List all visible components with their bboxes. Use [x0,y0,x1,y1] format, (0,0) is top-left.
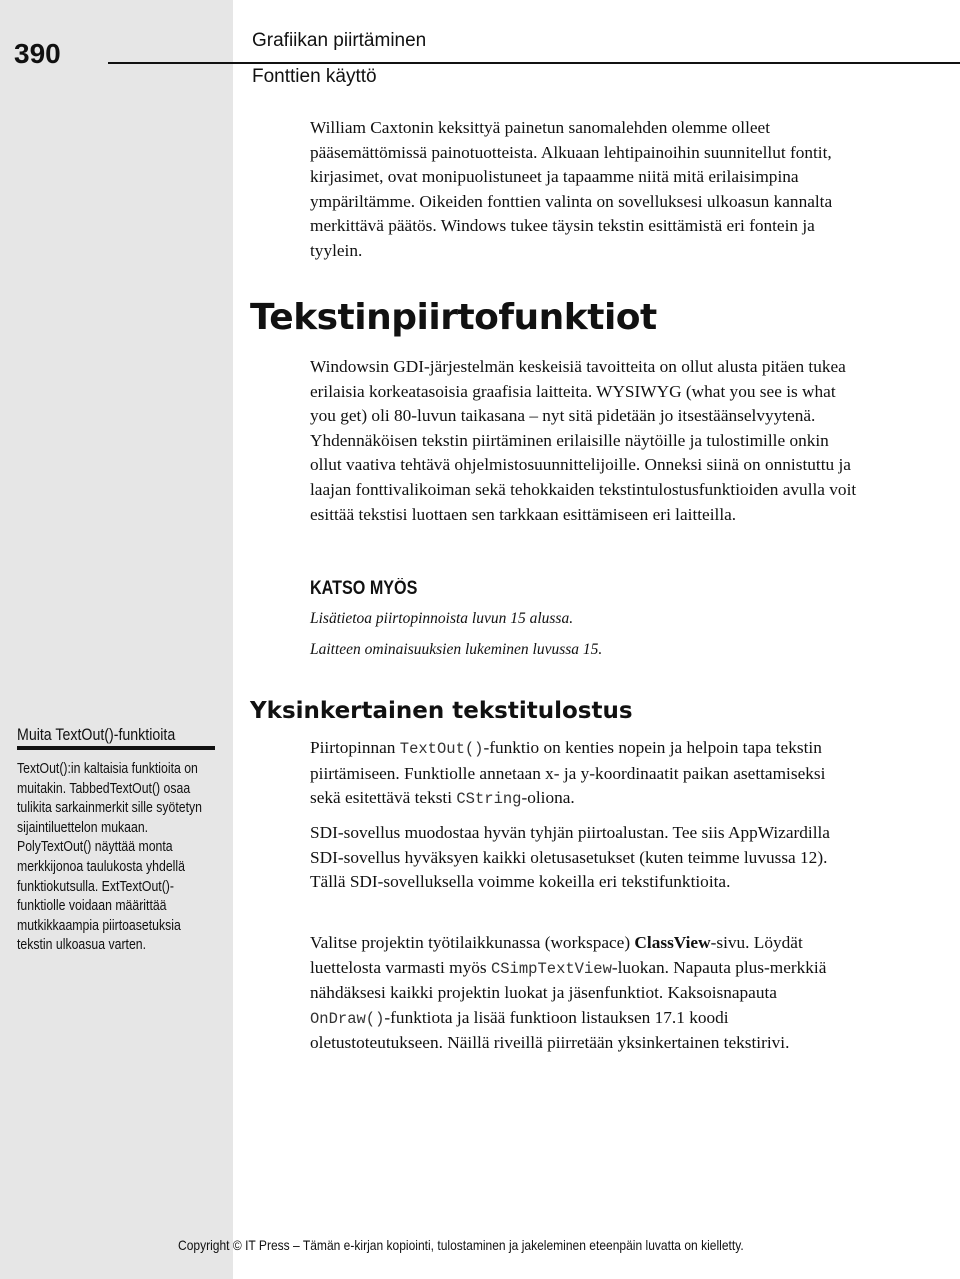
section-heading-tekstinpiirtofunktiot: Tekstinpiirtofunktiot [250,297,657,338]
see-also-label: KATSO MYÖS [310,578,418,599]
see-also-item: Lisätietoa piirtopinnoista luvun 15 alussa. [310,610,574,627]
code-ondraw: OnDraw() [310,1009,385,1028]
copyright-footer: Copyright © IT Press – Tämän e-kirjan kopiointi, tulostaminen ja jakeleminen eteenpäin luvatta on kielletty. [178,1237,744,1253]
running-head-chapter: Grafiikan piirtäminen [252,30,427,51]
code-cstring: CString [456,790,522,809]
text-run: -funktio on kenties nopein ja helpoin tapa tekstin piirtämiseen. Funktiolle annetaan x- ja y-koordinaatit paikan asettamiseksi sekä esitettävä teksti [310,738,826,808]
text-run: -sivu. Löydät luettelosta varmasti myös [310,933,803,977]
intro-paragraph: William Caxtonin keksittyä painetun sanomalehden olemme olleet pääsemättömissä painotuotteista. Alkuaan lehtipainoihin suunnitellut fontit, kirjasimet, ovat monipuolistuneet ja tapaamme niitä mitä erilaisimpina ympäriltämme. Oikeiden fonttien valinta on sovelluksesi ulkoasun kannalta merkittävä päätös. Windows tukee täysin tekstin esittämistä eri fontein ja tyylein. [310,118,833,260]
sidebar-note-title: Muita TextOut()-funktioita [17,726,176,744]
running-head-section: Fonttien käyttö [252,66,377,87]
section2-paragraph-2: SDI-sovellus muodostaa hyvän tyhjän piirtoalustan. Tee siis AppWizardilla SDI-sovellus hyväksyen kaikki oletusasetukset (kuten teimme luvussa 12). Tällä SDI-sovelluksella voimme kokeilla eri tekstifunktioita. [310,823,830,892]
section2-paragraph-3 [310,931,860,1056]
see-also-item: Laitteen ominaisuuksien lukeminen luvussa 15. [310,641,603,658]
code-csimptextview: CSimpTextView [490,959,612,978]
section-heading-yksinkertainen-tekstitulostus: Yksinkertainen tekstitulostus [250,698,633,724]
ui-term-classview: ClassView [634,933,711,952]
text-run: -luokan. Napauta plus-merkkiä nähdäksesi kaikki projektin luokat ja jäsenfunktiot. Kaksoisnapauta [310,957,827,1003]
header-rule [108,62,960,64]
text-run: -funktiota ja lisää funktioon listauksen 17.1 koodi oletustoteutukseen. Näillä riveillä piirretään yksinkertainen tekstirivi. [310,1007,790,1053]
sidebar-note-text: TextOut():in kaltaisia funktioita on muitakin. TabbedTextOut() osaa tulikita sarkainmerkit sille syötetyn sijaintiluettelon mukaan. PolyTextOut() näyttää monta merkkijonoa taulukosta yhdellä funktiokutsulla. ExtTextOut()-funktiolle voidaan määrittää mutkikkaampia piirtoasetuksia tekstin ulkoasua varten. [17,761,202,954]
section1-paragraph: Windowsin GDI-järjestelmän keskeisiä tavoitteita on ollut alusta pitäen tukea erilaisia korkeatasoisia graafisia laitteita. WYSIWYG (what you see is what you get) oli 80-luvun taikasana – nyt sitä pidetään jo itsestäänselvyytenä. Yhdennäköisen tekstin piirtäminen erilaisille näytöille ja tulostimille onkin ollut vaativa tehtävä ohjelmistosuunnittelijoille. Onneksi siinä on onnistuttu ja laajan fonttivalikoiman sekä tehokkaiden tekstintulostusfunktioiden avulla voit esittää tekstisi luottaen sen tarkkaan esittämiseen eri laitteilla. [310,357,857,524]
text-run: -oliona. [521,788,575,808]
text-run: Piirtopinnan [310,738,400,757]
sidebar-note-rule [17,746,215,750]
page-number: 390 [14,38,61,69]
sidebar-panel [0,0,233,1279]
code-textout: TextOut() [399,740,484,758]
text-run: Valitse projektin työtilaikkunassa (workspace) [310,933,635,952]
section2-paragraph-1 [310,736,860,812]
